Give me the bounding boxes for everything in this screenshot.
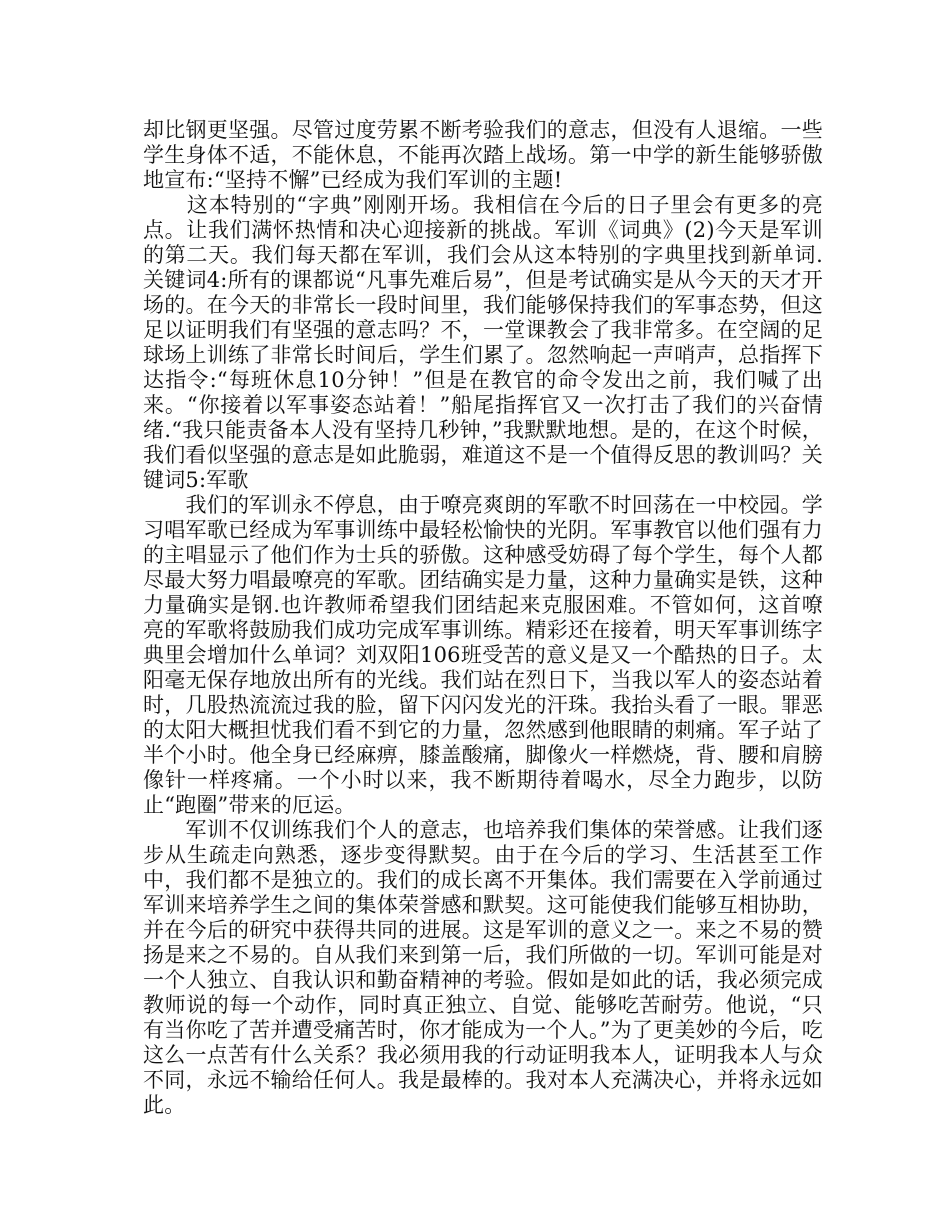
paragraph-4: 军训不仅训练我们个人的意志，也培养我们集体的荣誉感。让我们逐步从生疏走向熟悉，逐步变得默契。由于在今后的学习、生活甚至工作中，我们都不是独立的。我们的成长离不开集体。我们需要在入学前通过军训来培养学生之间的集体荣誉感和默契。这可能使我们能够互相协助，并在今后的研究中获得共同的进展。这是军训的意义之一。来之不易的赞扬是来之不易的。自从我们来到第一后，我们所做的一切。军训可能是对一个人独立、自我认识和勤奋精神的考验。假如是如此的话，我必须完成教师说的每一个动作，同时真正独立、自觉、能够吃苦耐劳。他说，“只有当你吃了苦并遭受痛苦时，你才能成为一个人。”为了更美妙的今后，吃这么一点苦有什么关系？我必须用我的行动证明我本人，证明我本人与众不同，永远不输给任何人。我是最棒的。我对本人充满决心，并将永远如此。 [143, 818, 823, 1117]
paragraph-1: 却比钢更坚强。尽管过度劳累不断考验我们的意志，但没有人退缩。一些学生身体不适，不能休息，不能再次踏上战场。第一中学的新生能够骄傲地宣布:“坚持不懈”已经成为我们军训的主题! [143, 118, 823, 192]
document-body [143, 118, 823, 1118]
paragraph-3: 我们的军训永不停息，由于嘹亮爽朗的军歌不时回荡在一中校园。学习唱军歌已经成为军事训练中最轻松愉快的光阴。军事教官以他们强有力的主唱显示了他们作为士兵的骄傲。这种感受妨碍了每个学生，每个人都尽最大努力唱最嘹亮的军歌。团结确实是力量，这种力量确实是铁，这种力量确实是钢.也许教师希望我们团结起来克服困难。不管如何，这首嘹亮的军歌将鼓励我们成功完成军事训练。精彩还在接着，明天军事训练字典里会增加什么单词？刘双阳106班受苦的意义是又一个酷热的日子。太阳毫无保存地放出所有的光线。我们站在烈日下，当我以军人的姿态站着时，几股热流流过我的脸，留下闪闪发光的汗珠。我抬头看了一眼。罪恶的太阳大概担忧我们看不到它的力量，忽然感到他眼睛的刺痛。军子站了半个小时。他全身已经麻痹，膝盖酸痛，脚像火一样燃烧，背、腰和肩膀像针一样疼痛。一个小时以来，我不断期待着喝水，尽全力跑步，以防止“跑圈”带来的厄运。 [143, 493, 823, 817]
paragraph-2: 这本特别的“字典”刚刚开场。我相信在今后的日子里会有更多的亮点。让我们满怀热情和决心迎接新的挑战。军训《词典》(2)今天是军训的第二天。我们每天都在军训，我们会从这本特别的字典里找到新单词.关键词4:所有的课都说“凡事先难后易”，但是考试确实是从今天的天才开场的。在今天的非常长一段时间里，我们能够保持我们的军事态势，但这足以证明我们有坚强的意志吗？不，一堂课教会了我非常多。在空阔的足球场上训练了非常长时间后，学生们累了。忽然响起一声哨声，总指挥下达指令:“每班休息10分钟！”但是在教官的命令发出之前，我们喊了出来。“你接着以军事姿态站着！”船尾指挥官又一次打击了我们的兴奋情绪.“我只能责备本人没有坚持几秒钟，”我默默地想。是的，在这个时候，我们看似坚强的意志是如此脆弱，难道这不是一个值得反思的教训吗？关键词5:军歌 [143, 193, 823, 492]
